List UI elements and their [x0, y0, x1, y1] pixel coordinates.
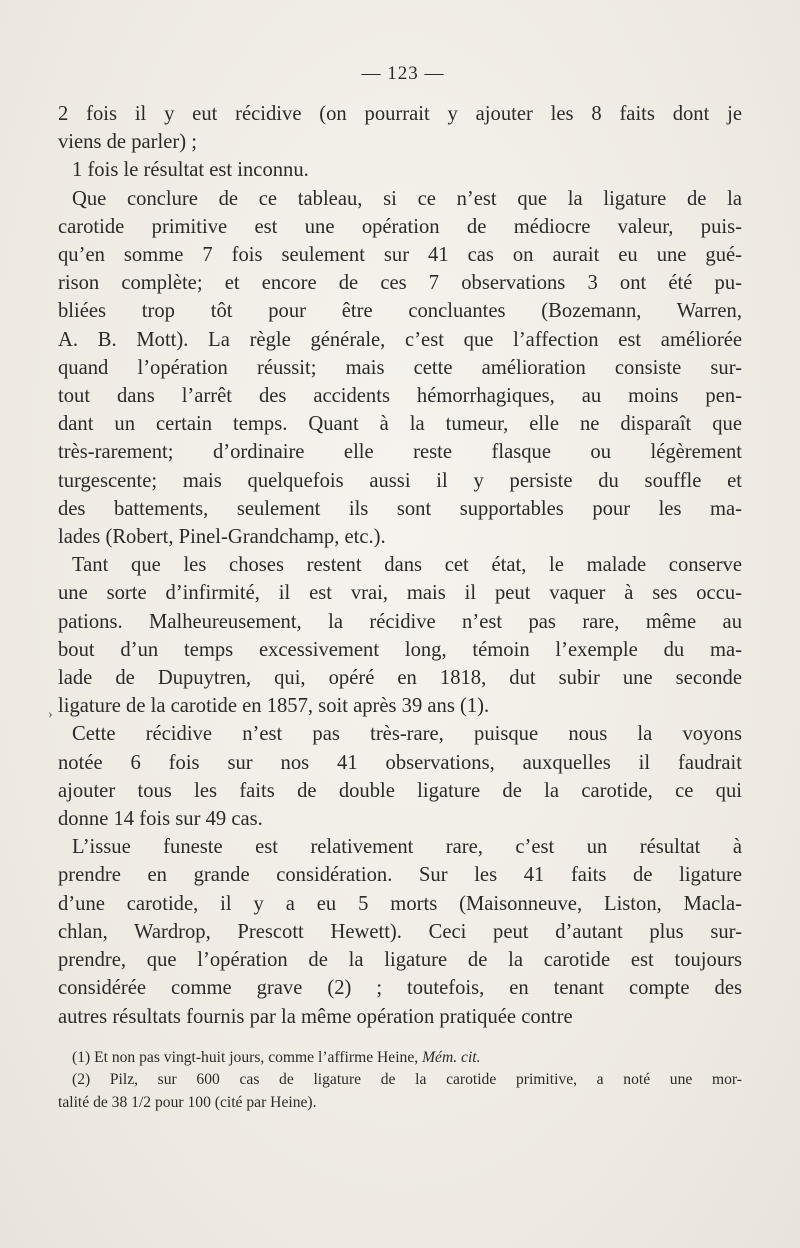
margin-mark: ›: [48, 707, 53, 722]
body-text: [58, 100, 742, 1031]
footnote-2-line-1: (2) Pilz, sur 600 cas de ligature de la carotide primitive, a noté une mor-: [72, 1071, 742, 1089]
paragraph: [58, 156, 742, 184]
text-line: ligature de la carotide en 1857, soit après 39 ans (1).: [58, 695, 490, 718]
text-line: Cette récidive n’est pas très-rare, puisque nous la voyons: [72, 723, 742, 746]
text-line: turgescente; mais quelquefois aussi il y persiste du souffle et: [58, 469, 742, 492]
paragraph: [58, 185, 742, 552]
footnote-1-citation: Mém. cit.: [422, 1048, 481, 1066]
text-line: Tant que les choses restent dans cet état, le malade conserve: [72, 554, 742, 577]
text-line: pations. Malheureusement, la récidive n’est pas rare, même au: [58, 610, 742, 633]
text-line: lade de Dupuytren, qui, opéré en 1818, dut subir une seconde: [58, 667, 742, 690]
text-line: quand l’opération réussit; mais cette amélioration consiste sur-: [58, 356, 742, 379]
paragraph: [58, 833, 742, 1030]
text-line: carotide primitive est une opération de médiocre valeur, puis-: [58, 215, 742, 238]
text-line: viens de parler) ;: [58, 131, 197, 154]
footnotes: [58, 1047, 742, 1115]
text-line: prendre, que l’opération de la ligature de la carotide est toujours: [58, 949, 742, 972]
text-line: des battements, seulement ils sont supportables pour les ma-: [58, 497, 742, 520]
text-line: Que conclure de ce tableau, si ce n’est que la ligature de la: [72, 187, 742, 210]
text-line: donne 14 fois sur 49 cas.: [58, 808, 263, 831]
footnote-2-line-2: talité de 38 1/2 pour 100 (cité par Heine).: [58, 1093, 317, 1111]
text-line: d’une carotide, il y a eu 5 morts (Maisonneuve, Liston, Macla-: [58, 892, 742, 915]
text-line: très-rarement; d’ordinaire elle reste flasque ou légèrement: [58, 441, 742, 464]
text-line: tout dans l’arrêt des accidents hémorrhagiques, au moins pen-: [58, 385, 742, 408]
text-line: dant un certain temps. Quant à la tumeur, elle ne disparaît que: [58, 413, 742, 436]
text-line: prendre en grande considération. Sur les 41 faits de ligature: [58, 864, 742, 887]
text-line: considérée comme grave (2) ; toutefois, en tenant compte des: [58, 977, 742, 1000]
text-line: une sorte d’infirmité, il est vrai, mais il peut vaquer à ses occu-: [58, 582, 742, 605]
text-line: A. B. Mott). La règle générale, c’est que l’affection est améliorée: [58, 328, 742, 351]
text-line: rison complète; et encore de ces 7 observations 3 ont été pu-: [58, 272, 742, 295]
text-line: L’issue funeste est relativement rare, c’est un résultat à: [72, 836, 742, 859]
text-line: bout d’un temps excessivement long, témoin l’exemple du ma-: [58, 638, 742, 661]
text-line: qu’en somme 7 fois seulement sur 41 cas on aurait eu une gué-: [58, 244, 742, 267]
paragraph: [58, 720, 742, 833]
document-page: [58, 62, 742, 1114]
footnote-1: [58, 1047, 742, 1070]
paragraph: [58, 551, 742, 720]
text-line: 1 fois le résultat est inconnu.: [72, 159, 309, 182]
text-line: autres résultats fournis par la même opération pratiquée contre: [58, 1005, 573, 1028]
text-line: ajouter tous les faits de double ligature de la carotide, ce qui: [58, 779, 742, 802]
paragraph: [58, 100, 742, 156]
footnote-1-text: (1) Et non pas vingt-huit jours, comme l’affirme Heine,: [72, 1048, 423, 1066]
page-number: — 123 —: [361, 63, 445, 84]
text-line: lades (Robert, Pinel-Grandchamp, etc.).: [58, 526, 386, 549]
text-line: 2 fois il y eut récidive (on pourrait y ajouter les 8 faits dont je: [58, 103, 742, 125]
text-line: chlan, Wardrop, Prescott Hewett). Ceci peut d’autant plus sur-: [58, 920, 742, 943]
text-line: bliées trop tôt pour être concluantes (Bozemann, Warren,: [58, 300, 742, 323]
text-line: notée 6 fois sur nos 41 observations, auxquelles il faudrait: [58, 751, 742, 774]
